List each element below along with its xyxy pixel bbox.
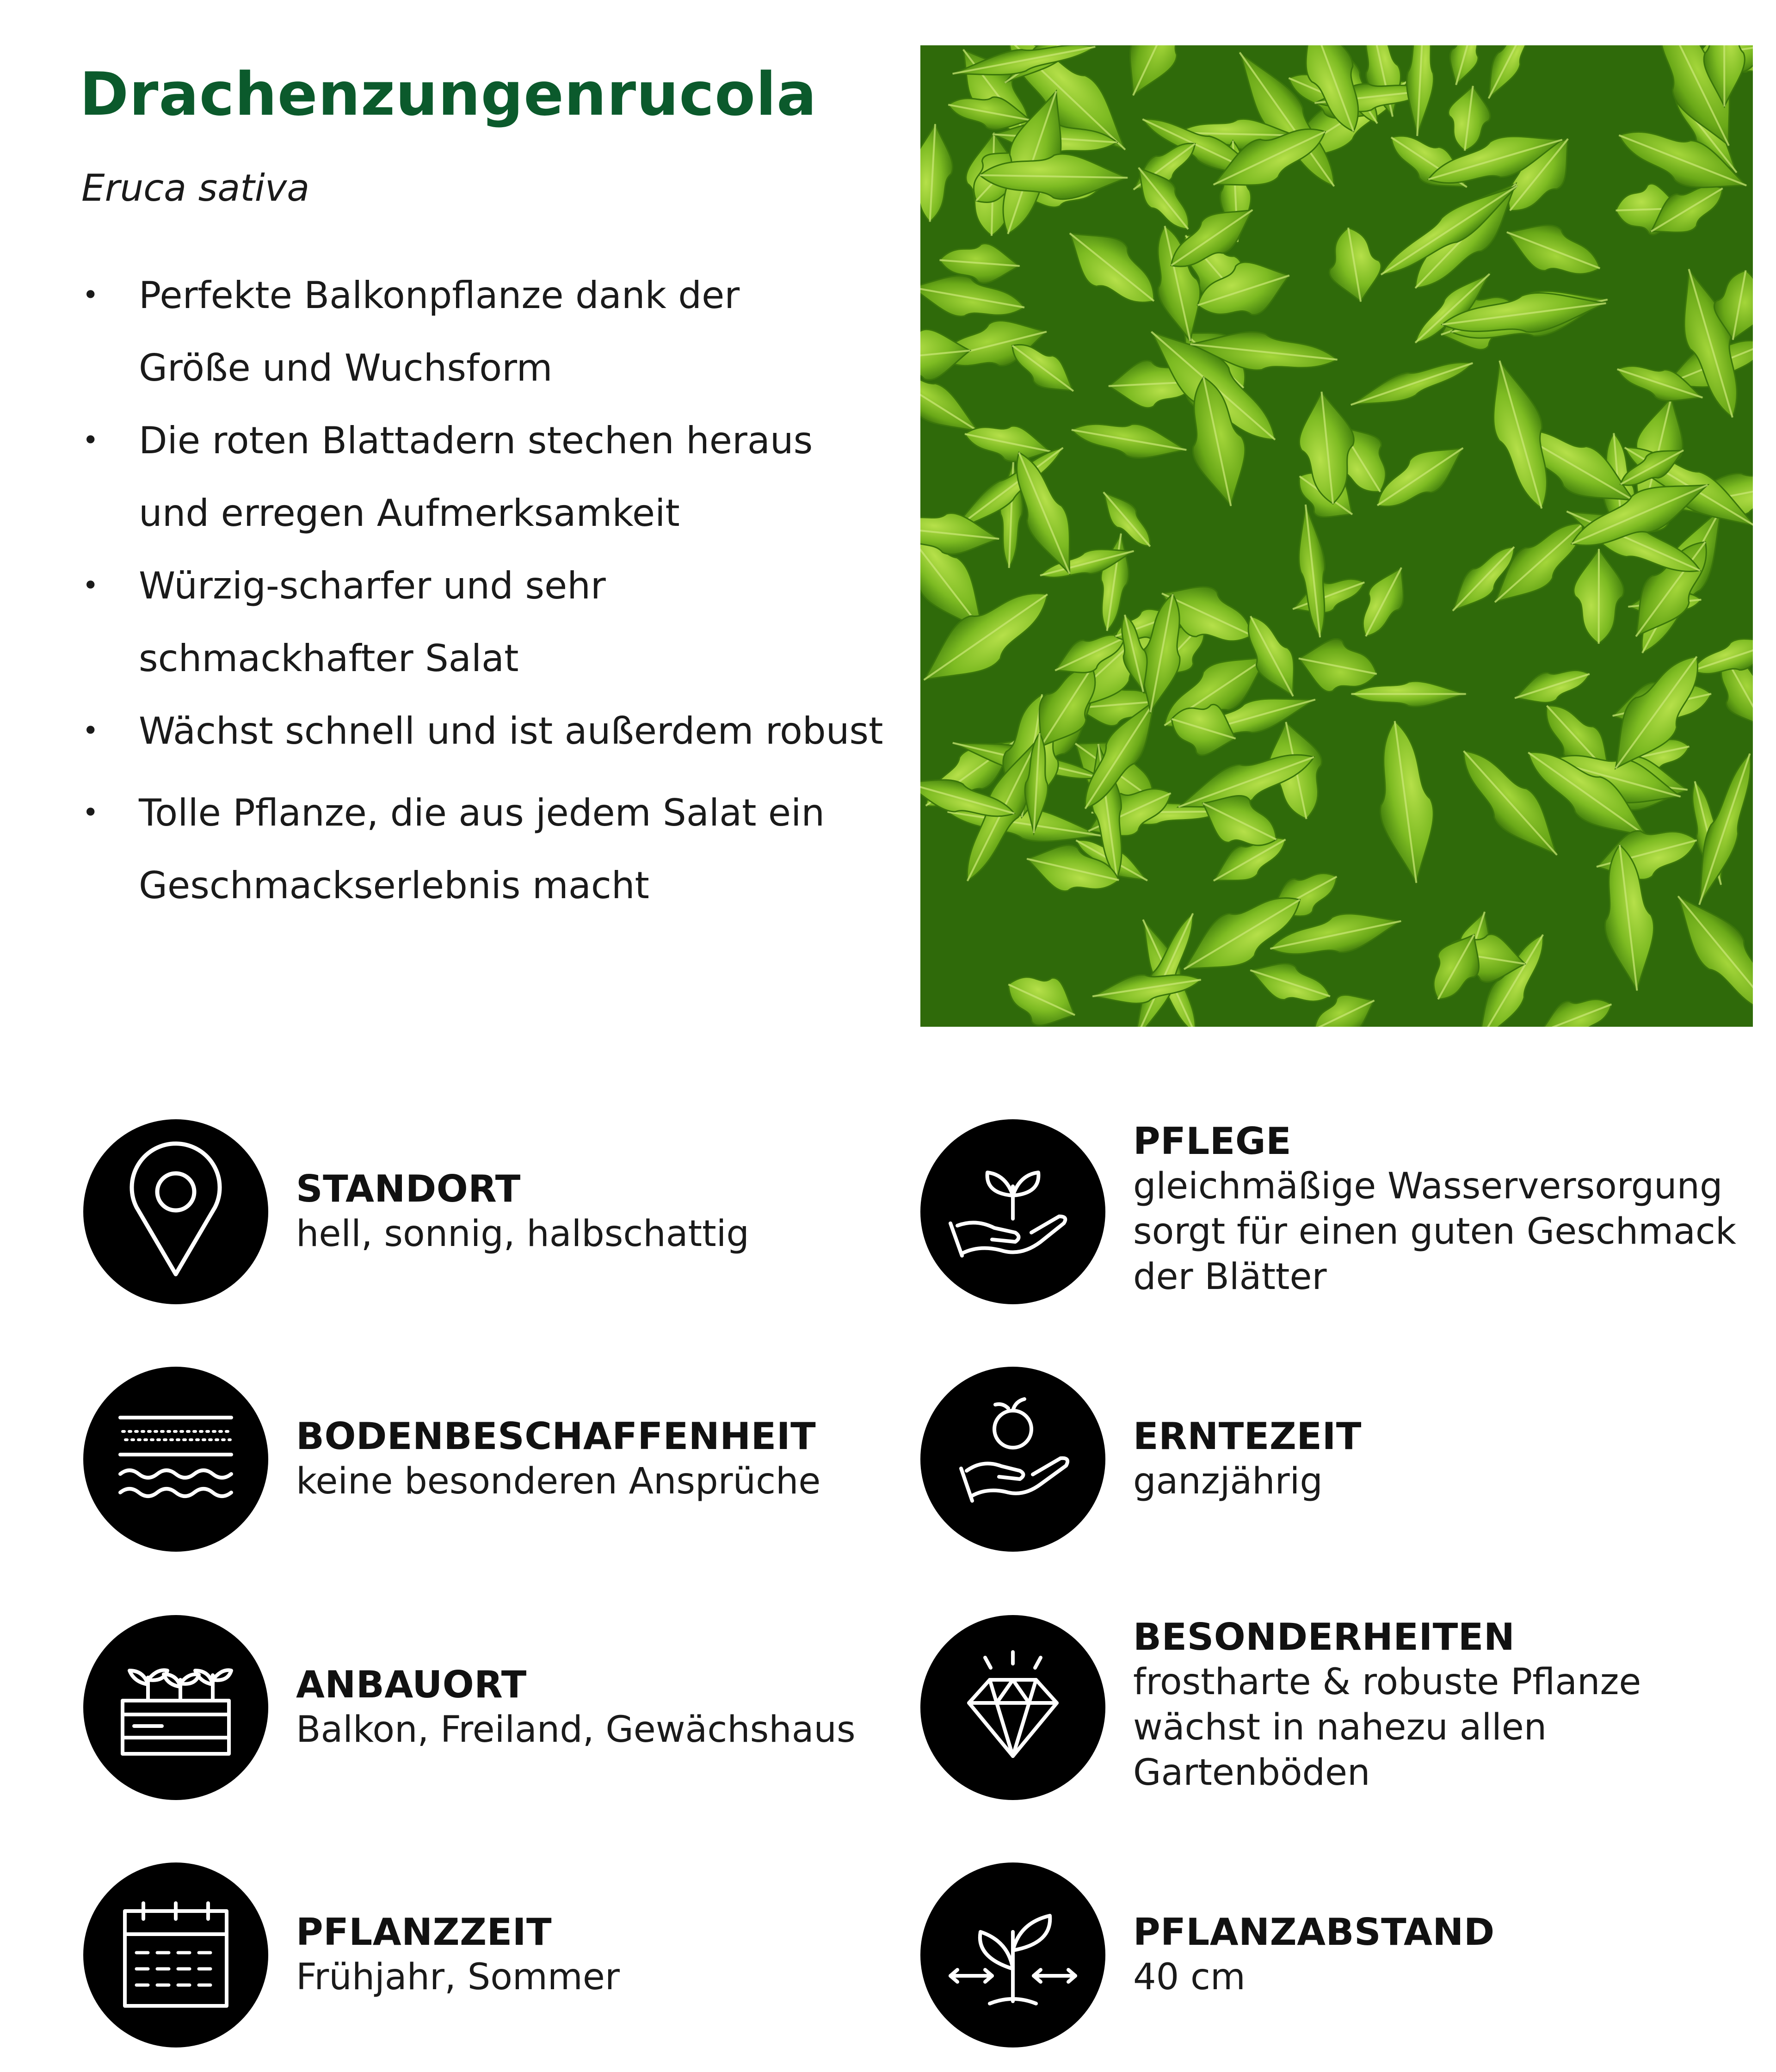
info-value: [296, 1707, 897, 1752]
info-pflanzzeit: [83, 1862, 893, 2047]
info-pflanzabstand: [920, 1862, 1730, 2047]
list-item-text: Wächst schnell und ist außerdem robust: [139, 709, 883, 752]
feature-list: [79, 259, 883, 922]
info-standort: [83, 1119, 893, 1304]
list-item: [79, 777, 865, 922]
info-anbauort: [83, 1615, 893, 1800]
plant-spacing-icon: [920, 1862, 1105, 2047]
location-pin-icon: [83, 1119, 268, 1304]
list-item: [79, 549, 865, 695]
list-item-text: Geschmackserlebnis macht: [139, 864, 649, 907]
bullet-icon: •: [82, 279, 99, 311]
info-heading: BODENBESCHAFFENHEIT: [296, 1415, 816, 1458]
planter-box-icon: [83, 1615, 268, 1800]
info-heading: BESONDERHEITEN: [1133, 1616, 1515, 1659]
info-heading: STANDORT: [296, 1167, 521, 1210]
info-value-line: hell, sonnig, halbschattig: [296, 1213, 749, 1255]
info-heading: ANBAUORT: [296, 1663, 527, 1706]
info-erntezeit: [920, 1367, 1730, 1552]
bullet-icon: •: [82, 569, 99, 602]
leaf-texture: [920, 45, 1753, 1027]
bullet-icon: •: [82, 715, 99, 747]
bullet-icon: •: [82, 424, 99, 456]
info-value: [296, 1955, 897, 2000]
list-item: [79, 259, 865, 404]
info-pflege: [920, 1119, 1736, 1304]
info-value: [1133, 1164, 1734, 1300]
info-besonderheiten: [920, 1615, 1730, 1800]
list-item-text: Die roten Blattadern stechen heraus: [139, 419, 813, 462]
info-value-line: wächst in nahezu allen: [1133, 1707, 1547, 1748]
list-item: [79, 695, 883, 767]
info-value-line: Balkon, Freiland, Gewächshaus: [296, 1709, 856, 1751]
info-value-line: frostharte & robuste Pflanze: [1133, 1661, 1641, 1703]
list-item-text: schmackhafter Salat: [139, 637, 519, 680]
hand-seedling-icon: [920, 1119, 1105, 1304]
info-value-line: keine besonderen Ansprüche: [296, 1461, 821, 1502]
info-heading: PFLANZZEIT: [296, 1911, 552, 1954]
info-value-line: 40 cm: [1133, 1956, 1246, 1998]
list-item: [79, 404, 865, 549]
info-heading: ERNTEZEIT: [1133, 1415, 1362, 1458]
info-value: [1133, 1955, 1734, 2000]
list-item-text: Würzig-scharfer und sehr: [139, 564, 606, 607]
info-value: [296, 1211, 897, 1257]
info-value-line: der Blätter: [1133, 1256, 1327, 1298]
info-value-line: gleichmäßige Wasserversorgung: [1133, 1166, 1723, 1207]
info-heading: PFLEGE: [1133, 1120, 1292, 1163]
soil-layers-icon: [83, 1367, 268, 1552]
diamond-icon: [920, 1615, 1105, 1800]
info-value-line: Frühjahr, Sommer: [296, 1956, 620, 1998]
hand-fruit-icon: [920, 1367, 1105, 1552]
bullet-icon: •: [82, 796, 99, 829]
info-value: [1133, 1459, 1734, 1504]
list-item-text: Perfekte Balkonpflanze dank der: [139, 274, 740, 317]
list-item-text: Größe und Wuchsform: [139, 346, 553, 389]
calendar-icon: [83, 1862, 268, 2047]
list-item-text: Tolle Pflanze, die aus jedem Salat ein: [139, 791, 825, 834]
info-value: [1133, 1659, 1734, 1795]
info-bodenbeschaffenheit: [83, 1367, 893, 1552]
info-heading: PFLANZABSTAND: [1133, 1911, 1495, 1954]
list-item-text: und erregen Aufmerksamkeit: [139, 492, 680, 535]
info-value-line: ganzjährig: [1133, 1461, 1323, 1502]
info-value-line: Gartenböden: [1133, 1752, 1370, 1794]
info-value-line: sorgt für einen guten Geschmack: [1133, 1211, 1736, 1252]
page-title: Drachenzungenrucola: [80, 60, 817, 129]
latin-name: Eruca sativa: [81, 166, 310, 210]
rucola-leaves-photo: [920, 45, 1753, 1027]
info-value: [296, 1459, 897, 1504]
